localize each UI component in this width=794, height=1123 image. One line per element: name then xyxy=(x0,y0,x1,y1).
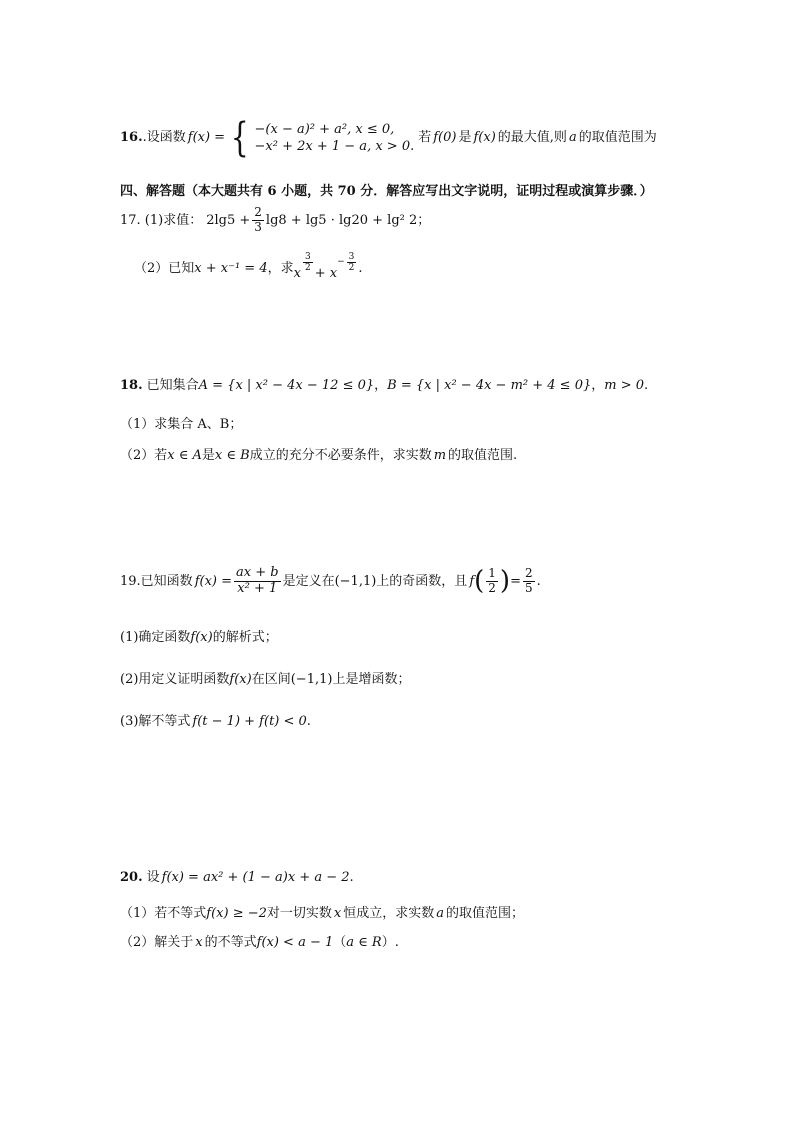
q19-text-b: 是定义在 xyxy=(282,573,335,589)
q19-intro: 19.已知函数 xyxy=(120,573,193,589)
q19-p3-a: (3)解不等式 xyxy=(120,714,191,729)
q16-cases xyxy=(255,123,415,153)
q20-part-1 xyxy=(120,906,524,922)
q17-exp2-den: 2 xyxy=(348,263,355,274)
question-20 xyxy=(120,870,354,886)
q19-p3-expr: f(t − 1) + f(t) < 0 xyxy=(192,714,307,729)
q20-end: . xyxy=(349,870,354,885)
q18-end: . xyxy=(644,378,649,393)
q20-text-a: 设 xyxy=(146,870,160,885)
q17-exp2-num: 3 xyxy=(348,251,355,262)
q19-paren-close: ) xyxy=(499,566,511,597)
q16-fx: f(x) = xyxy=(187,130,226,146)
q18-p2-b: 是 xyxy=(201,448,215,463)
q20-number: 20. xyxy=(120,870,143,885)
q17-label: 17. (1)求值： xyxy=(120,212,203,228)
q20-p2-a: （2）解关于 xyxy=(120,935,194,950)
q16-f0: f(0) xyxy=(433,130,457,146)
q18-cond: m > 0 xyxy=(604,378,645,393)
q19-p2-c: 上是增函数； xyxy=(332,672,411,687)
q16-cond-1: 若 xyxy=(418,130,432,146)
q20-p2-cond: a ∈ R xyxy=(346,935,382,950)
q19-end: . xyxy=(536,573,541,589)
q17-exp1-num: 3 xyxy=(304,251,311,262)
q18-text-a: 已知集合 xyxy=(146,378,199,393)
q19-eq: = xyxy=(510,573,521,589)
q16-a: a xyxy=(568,130,577,146)
q20-p1-b: 对一切实数 xyxy=(266,906,332,921)
section-heading: 四、解答题（本大题共有 6 小题，共 70 分．解答应写出文字说明，证明过程或演算步骤．） xyxy=(120,184,653,199)
q17-frac-den: 3 xyxy=(254,219,262,234)
q20-p1-a2: a xyxy=(436,906,445,921)
q20-p1-c: 恒成立，求实数 xyxy=(343,906,435,921)
q19-half-num: 1 xyxy=(488,566,496,581)
q17-part2-b: ，求 xyxy=(267,261,294,276)
q16-cond-2: 是 xyxy=(458,130,472,146)
q20-p1-expr: f(x) ≥ −2 xyxy=(206,906,267,921)
q18-p2-x1: x ∈ A xyxy=(167,448,202,463)
q16-number: 16. xyxy=(120,130,143,146)
q16-fx-2: f(x) xyxy=(473,130,496,146)
q20-p2-expr: f(x) < a − 1 xyxy=(256,935,334,950)
question-17-part-2 xyxy=(134,251,363,282)
q18-comma-2: ， xyxy=(591,378,605,393)
q19-text-c: 上的奇函数，且 xyxy=(376,573,468,589)
q18-p2-x2: x ∈ B xyxy=(214,448,250,463)
q19-part-2 xyxy=(120,672,410,688)
q19-num: ax + b xyxy=(236,565,279,580)
q18-part-2 xyxy=(120,448,517,464)
q18-number: 18. xyxy=(120,378,143,393)
q20-p2-d: ）. xyxy=(381,935,399,950)
q16-cond-3: 的最大值,则 xyxy=(497,130,567,146)
q16-case-1: −(x − a)² + a², x ≤ 0, xyxy=(254,122,395,137)
question-18 xyxy=(120,378,648,394)
q18-part-1: （1）求集合 A、B； xyxy=(120,417,243,432)
q17-part2-expr: x + x⁻¹ = 4 xyxy=(194,261,268,276)
q19-part-1 xyxy=(120,630,278,646)
q18-set-b: B = {x | x² − 4x − m² + 4 ≤ 0} xyxy=(387,378,592,393)
q20-part-2 xyxy=(120,935,399,951)
q18-p2-c: 成立的充分不必要条件，求实数 xyxy=(249,448,432,463)
q19-part-3 xyxy=(120,714,311,730)
q17-exp-2 xyxy=(347,252,357,274)
q17-exp-1 xyxy=(303,252,313,274)
q19-p1-b: 的解析式； xyxy=(212,630,278,645)
q19-f: f xyxy=(469,573,475,589)
q17-exp1-den: 2 xyxy=(304,263,311,274)
q19-val-den: 5 xyxy=(524,580,533,595)
q17-expr-a: 2lg5 + xyxy=(206,212,251,228)
q16-brace: { xyxy=(230,115,249,161)
q16-intro: .设函数 xyxy=(142,130,186,146)
q19-val xyxy=(523,567,535,596)
q20-p1-x: x xyxy=(333,906,342,921)
q19-paren-open: ( xyxy=(474,566,485,597)
q17-x2: + x xyxy=(314,266,338,281)
q19-p1-a: (1)确定函数 xyxy=(120,630,191,645)
q20-p2-c: （ xyxy=(333,935,347,950)
q17-exp2-sign: − xyxy=(337,257,345,268)
q17-part2-a: （2）已知 xyxy=(134,261,195,276)
q16-case-2: −x² + 2x + 1 − a, x > 0. xyxy=(254,139,415,154)
q20-p2-x: x xyxy=(195,935,203,950)
q17-end: . xyxy=(358,261,363,276)
q19-p1-fx: f(x) xyxy=(190,630,213,645)
q19-p2-a: (2)用定义证明函数 xyxy=(120,672,230,687)
q16-cond-4: 的取值范围为 xyxy=(578,130,657,146)
q20-p1-a: （1）若不等式 xyxy=(120,906,207,921)
q19-half xyxy=(486,567,498,596)
q19-p2-fx: f(x) xyxy=(229,672,252,687)
question-17-part-1 xyxy=(120,206,430,235)
q19-p2-int: (−1,1) xyxy=(290,672,333,687)
question-19 xyxy=(120,566,541,597)
q20-expr: f(x) = ax² + (1 − a)x + a − 2 xyxy=(161,870,350,885)
q17-fraction xyxy=(252,206,264,235)
q19-half-den: 2 xyxy=(488,580,496,595)
q20-p2-b: 的不等式 xyxy=(204,935,257,950)
q19-fraction xyxy=(234,566,281,597)
q17-x1: x xyxy=(293,266,301,281)
q17-frac-num: 2 xyxy=(254,205,262,219)
question-16 xyxy=(120,115,657,161)
q18-p2-m: m xyxy=(433,448,447,463)
q19-p3-end: . xyxy=(306,714,311,729)
q19-val-num: 2 xyxy=(524,566,533,581)
q20-p1-d: 的取值范围； xyxy=(446,906,525,921)
q18-p2-d: 的取值范围. xyxy=(448,448,518,463)
q19-den: x² + 1 xyxy=(237,580,278,596)
q19-interval: (−1,1) xyxy=(334,573,377,589)
q18-p2-a: （2）若 xyxy=(120,448,168,463)
q19-p2-b: 在区间 xyxy=(251,672,291,687)
q18-set-a: A = {x | x² − 4x − 12 ≤ 0} xyxy=(198,378,375,393)
q19-fx: f(x) = xyxy=(194,573,232,589)
q18-comma: ， xyxy=(374,378,388,393)
q17-expr-b: lg8 + lg5 · lg20 + lg² 2； xyxy=(265,212,431,228)
